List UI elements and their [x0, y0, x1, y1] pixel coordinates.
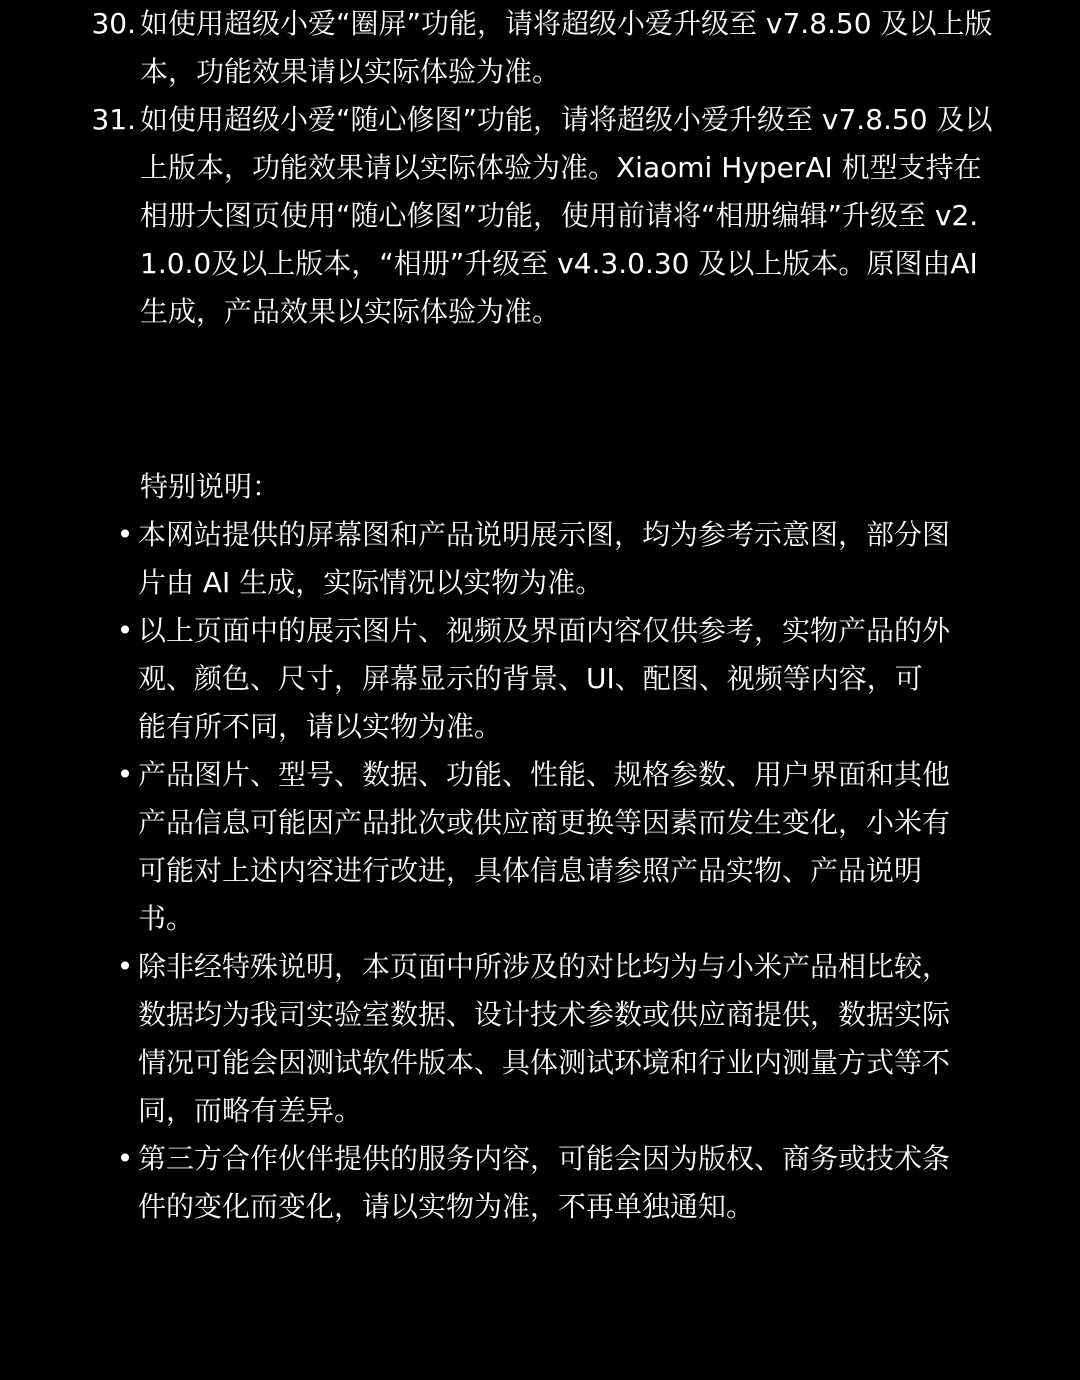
list-item	[0, 607, 950, 751]
special-notes-title: 特别说明：	[140, 470, 281, 503]
note-number: 30.	[91, 7, 136, 40]
note-number: 31.	[91, 103, 136, 136]
note-text: 如使用超级小爱“圈屏”功能，请将超级小爱升级至 v7.8.50 及以上版本，功能效果请以实际体验为准。	[140, 7, 993, 88]
bullet-text: 产品图片、型号、数据、功能、性能、规格参数、用户界面和其他产品信息可能因产品批次或供应商更换等因素而发生变化，小米有可能对上述内容进行改进，具体信息请参照产品实物、产品说明书。	[138, 758, 951, 935]
special-notes-list	[0, 511, 1080, 1231]
list-item	[0, 1135, 950, 1231]
list-item	[0, 511, 950, 607]
bullet-icon: •	[116, 614, 134, 647]
bullet-icon: •	[116, 518, 134, 551]
note-text: 如使用超级小爱“随心修图”功能，请将超级小爱升级至 v7.8.50 及以上版本，功能效果请以实际体验为准。Xiaomi HyperAI 机型支持在相册大图页使用“随心修图”功能，使用前请将“相册编辑”升级至 v2.1.0.0及以上版本，“相册”升级至 v4.3.0.30 及以上版本。原图由AI生成，产品效果以实际体验为准。	[140, 103, 993, 328]
numbered-notes-list	[0, 0, 1080, 336]
note-item-30	[0, 0, 1000, 96]
bullet-icon: •	[116, 758, 134, 791]
bullet-icon: •	[116, 1142, 134, 1175]
bullet-text: 以上页面中的展示图片、视频及界面内容仅供参考，实物产品的外观、颜色、尺寸，屏幕显示的背景、UI、配图、视频等内容，可能有所不同，请以实物为准。	[138, 614, 951, 743]
bullet-icon: •	[116, 950, 134, 983]
note-item-31	[0, 96, 1000, 336]
bullet-text: 除非经特殊说明，本页面中所涉及的对比均为与小米产品相比较，数据均为我司实验室数据、设计技术参数或供应商提供，数据实际情况可能会因测试软件版本、具体测试环境和行业内测量方式等不同，而略有差异。	[138, 950, 951, 1127]
bullet-text: 本网站提供的屏幕图和产品说明展示图，均为参考示意图，部分图片由 AI 生成，实际情况以实物为准。	[138, 518, 951, 599]
bullet-text: 第三方合作伙伴提供的服务内容，可能会因为版权、商务或技术条件的变化而变化，请以实物为准，不再单独通知。	[138, 1142, 951, 1223]
list-item	[0, 751, 950, 943]
list-item	[0, 943, 950, 1135]
